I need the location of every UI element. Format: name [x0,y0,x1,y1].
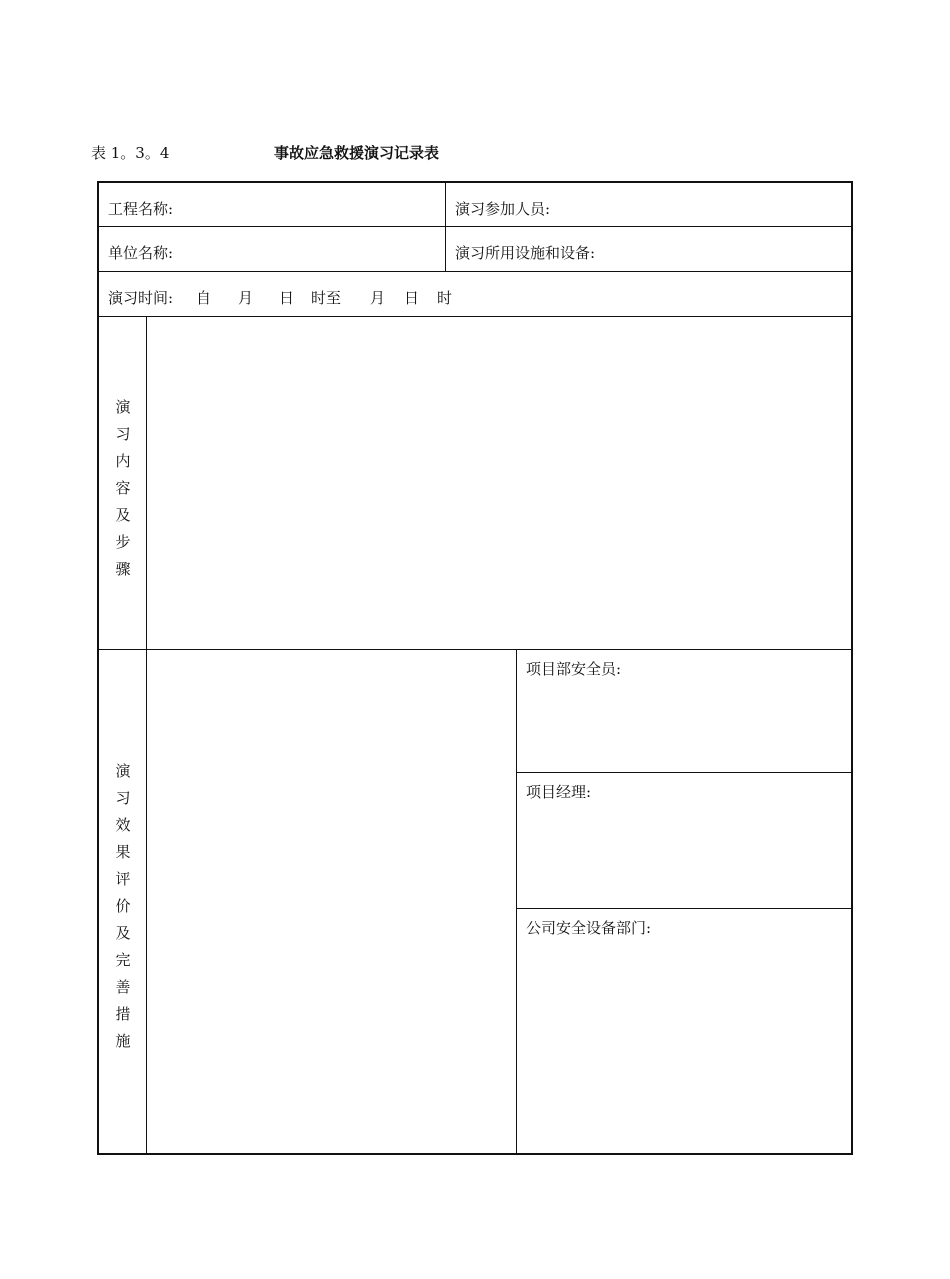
label-char: 演 [115,762,131,780]
document-title: 事故应急救援演习记录表 [274,144,440,162]
label-char: 步 [115,533,131,551]
safety-officer-label: 项目部安全员: [526,660,622,678]
unit-name-field[interactable] [99,227,445,271]
equipment-field[interactable] [446,227,851,271]
drill-time-day-start: 日 [279,289,295,307]
label-char: 骤 [115,560,131,578]
participants-field[interactable] [446,183,851,226]
label-char: 及 [115,506,131,524]
participants-label: 演习参加人员: [455,200,551,218]
project-manager-signature[interactable] [517,773,851,908]
drill-time-hour-to: 时至 [311,289,342,307]
company-safety-dept-signature[interactable] [517,909,851,1155]
unit-name-label: 单位名称: [108,244,174,262]
project-name-field[interactable] [99,183,445,226]
equipment-label: 演习所用设施和设备: [455,244,596,262]
label-char: 果 [115,843,131,861]
label-char: 评 [115,870,131,888]
label-char: 措 [115,1005,131,1023]
label-char: 习 [115,425,131,443]
label-char: 完 [115,951,131,969]
drill-time-day-end: 日 [404,289,420,307]
safety-officer-signature[interactable] [517,650,851,772]
drill-time-month-start: 月 [238,289,254,307]
content-section-label [113,394,133,583]
document-heading [91,142,440,163]
project-manager-label: 项目经理: [526,783,592,801]
label-char: 习 [115,789,131,807]
label-char: 演 [115,398,131,416]
label-char: 内 [115,452,131,470]
drill-time-from: 自 [196,289,212,307]
label-char: 容 [115,479,131,497]
drill-time-month-end: 月 [370,289,386,307]
project-name-label: 工程名称: [108,200,174,218]
evaluation-section-label [113,758,133,1055]
label-char: 及 [115,924,131,942]
drill-time-label: 演习时间: [108,289,174,307]
label-char: 效 [115,816,131,834]
drill-time-hour-end: 时 [437,289,453,307]
drill-record-form [97,181,853,1155]
label-char: 施 [115,1032,131,1050]
table-number: 表 1。3。4 [91,144,170,162]
evaluation-field[interactable] [147,650,516,1155]
label-char: 价 [115,897,131,915]
company-safety-dept-label: 公司安全设备部门: [526,919,652,937]
label-char: 善 [115,978,131,996]
drill-time-field[interactable] [99,272,851,316]
content-steps-field[interactable] [147,317,851,649]
